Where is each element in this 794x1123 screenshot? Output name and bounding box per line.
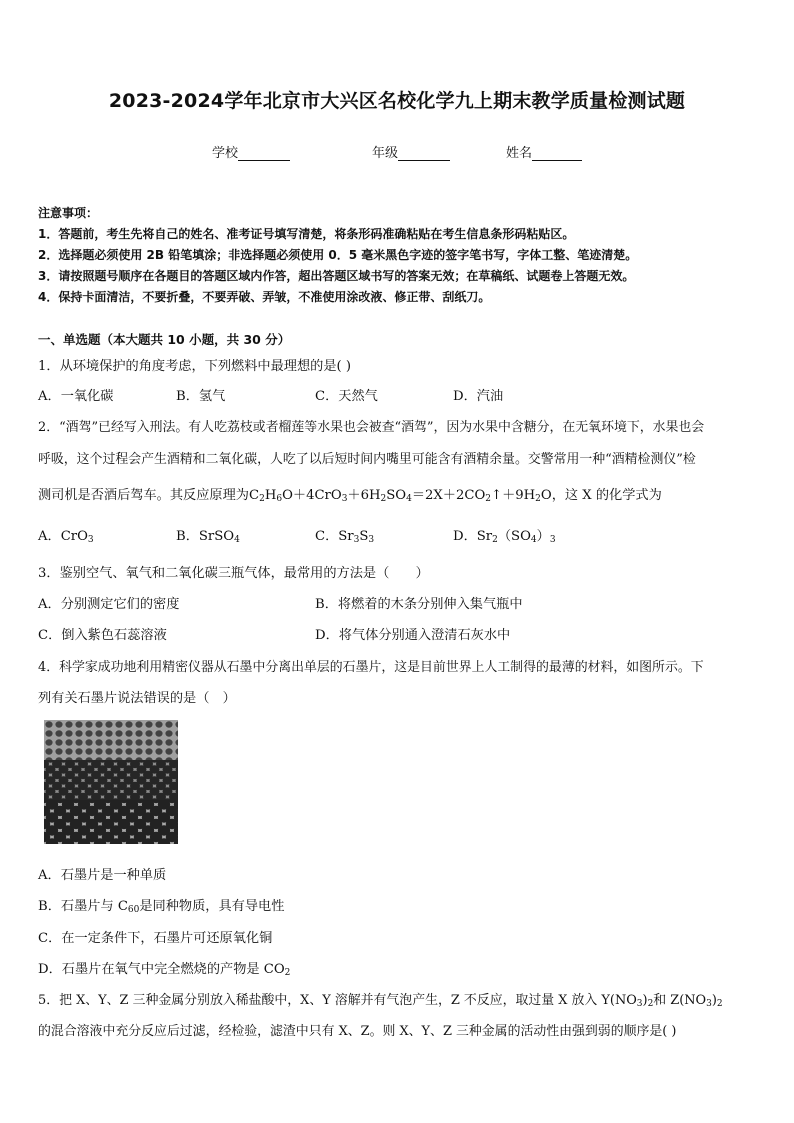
q1-option-b: B．氢气 bbox=[176, 389, 226, 404]
q3-stem: 3．鉴别空气、氧气和二氧化碳三瓶气体，最常用的方法是（ ） bbox=[38, 566, 429, 581]
graphene-image bbox=[44, 720, 178, 844]
grade-blank bbox=[398, 146, 450, 161]
school-label: 学校 bbox=[212, 146, 239, 161]
q2-line-3-text: 测司机是否酒后驾车。其反应原理为 bbox=[38, 488, 249, 503]
q2-option-d: D．$Sr_2(SO_4)_3$ bbox=[453, 529, 556, 545]
q2-line-2: 呼吸，这个过程会产生酒精和二氧化碳，人吃了以后短时间内嘴里可能含有酒精余量。交警常用一种“酒精检测仪”检 bbox=[38, 452, 696, 467]
q2-option-a: A．CrO$_3$ bbox=[38, 529, 94, 545]
notice-heading: 注意事项： bbox=[38, 206, 99, 220]
q2-line-3-tail: ，这 X 的化学式为 bbox=[551, 488, 662, 503]
reaction-equation: $C_2H_6O+4CrO_3+6H_2SO_4=2X+2CO_2↑+9H_2O$ bbox=[249, 488, 552, 504]
q1-option-c: C．天然气 bbox=[315, 389, 378, 404]
q4-option-a: A．石墨片是一种单质 bbox=[38, 868, 167, 883]
q4-option-d: D．石墨片在氧气中完全燃烧的产物是 $CO_2$ bbox=[38, 962, 291, 978]
page-title: 2023-2024学年北京市大兴区名校化学九上期末教学质量检测试题 bbox=[108, 90, 686, 112]
q3-option-c: C．倒入紫色石蕊溶液 bbox=[38, 628, 167, 643]
q5-line-1: 5．把 X、Y、Z 三种金属分别放入稀盐酸中，X、Y 溶解并有气泡产生，Z 不反应，取过量 X 放入 $Y(NO_3)_2$和 $Z(NO_3)_2$ bbox=[38, 993, 723, 1009]
q3-option-d: D．将气体分别通入澄清石灰水中 bbox=[315, 628, 511, 643]
q4-option-c: C．在一定条件下，石墨片可还原氧化铜 bbox=[38, 931, 273, 946]
notice-item-4: 4．保持卡面清洁，不要折叠，不要弄破、弄皱，不准使用涂改液、修正带、刮纸刀。 bbox=[38, 290, 491, 304]
q4-line-2: 列有关石墨片说法错误的是（ ） bbox=[38, 691, 236, 706]
q3-option-b: B．将燃着的木条分别伸入集气瓶中 bbox=[315, 597, 523, 612]
q1-option-a: A．一氧化碳 bbox=[38, 389, 114, 404]
q2-line-1: 2．“酒驾”已经写入刑法。有人吃荔枝或者榴莲等水果也会被查“酒驾”，因为水果中含糖分，在无氧环境下，水果也会 bbox=[38, 420, 705, 435]
school-blank bbox=[238, 146, 290, 161]
grade-field bbox=[372, 142, 450, 161]
name-field bbox=[506, 142, 582, 161]
grade-label: 年级 bbox=[372, 146, 399, 161]
notice-item-2: 2．选择题必须使用 2B 铅笔填涂；非选择题必须使用 0．5 毫米黑色字迹的签字笔书写，字体工整、笔迹清楚。 bbox=[38, 248, 638, 262]
q4-option-b: B．石墨片与 $C_{60}$是同种物质，具有导电性 bbox=[38, 899, 285, 915]
name-blank bbox=[532, 146, 582, 161]
q5-line-2: 的混合溶液中充分反应后过滤，经检验，滤渣中只有 X、Z。则 X、Y、Z 三种金属的活动性由强到弱的顺序是( ) bbox=[38, 1024, 677, 1039]
notice-item-1: 1．答题前，考生先将自己的姓名、准考证号填写清楚，将条形码准确粘贴在考生信息条形码粘贴区。 bbox=[38, 227, 575, 241]
q2-option-c: C．$Sr_3S_3$ bbox=[315, 529, 375, 545]
section-heading: 一、单选题（本大题共 10 小题，共 30 分） bbox=[38, 332, 291, 347]
q1-option-d: D．汽油 bbox=[453, 389, 504, 404]
q2-option-b: B．SrSO$_4$ bbox=[176, 529, 240, 545]
q1-stem: 1．从环境保护的角度考虑，下列燃料中最理想的是( ) bbox=[38, 359, 351, 374]
name-label: 姓名 bbox=[506, 146, 533, 161]
q2-line-3 bbox=[38, 484, 662, 503]
school-field bbox=[212, 142, 290, 161]
q3-option-a: A．分别测定它们的密度 bbox=[38, 597, 180, 612]
notice-item-3: 3．请按照题号顺序在各题目的答题区域内作答，超出答题区域书写的答案无效；在草稿纸、试题卷上答题无效。 bbox=[38, 269, 635, 283]
q4-line-1: 4．科学家成功地利用精密仪器从石墨中分离出单层的石墨片，这是目前世界上人工制得的最薄的材料，如图所示。下 bbox=[38, 660, 704, 675]
